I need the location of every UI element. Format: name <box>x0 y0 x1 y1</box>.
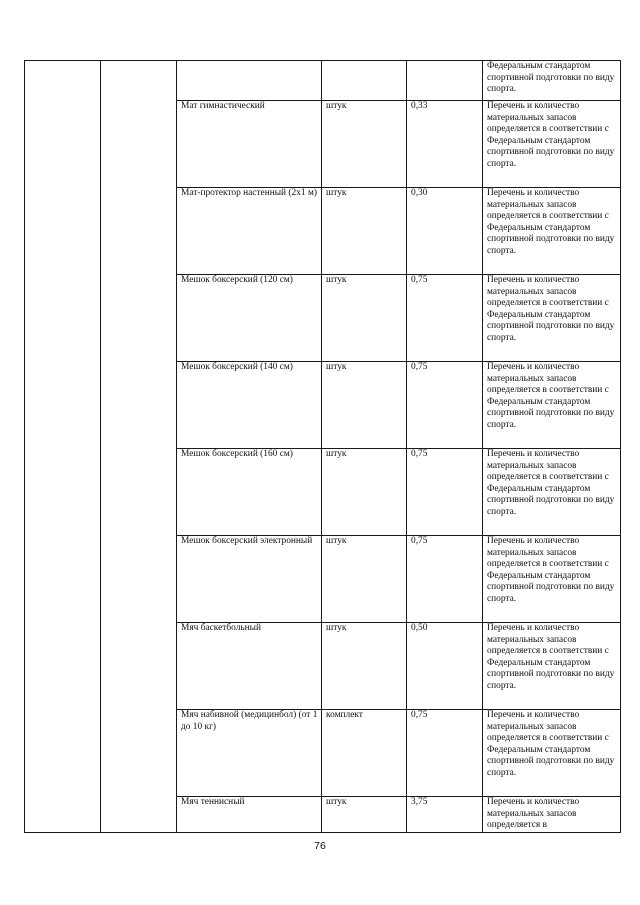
equipment-table <box>24 60 621 833</box>
qty-cell: 0,75 <box>407 362 483 449</box>
unit-cell: комплект <box>322 710 407 797</box>
unit-cell: штук <box>322 797 407 833</box>
note-cell: Перечень и количество материальных запасов определяется в соответствии с Федеральным стандартом спортивной подготовки по виду спорта. <box>483 710 621 797</box>
unit-cell: штук <box>322 623 407 710</box>
qty-cell: 0,75 <box>407 275 483 362</box>
name-cell: Мяч набивной (медицинбол) (от 1 до 10 кг) <box>177 710 322 797</box>
name-cell: Мяч теннисный <box>177 797 322 833</box>
note-cell: Перечень и количество материальных запасов определяется в соответствии с Федеральным стандартом спортивной подготовки по виду спорта. <box>483 101 621 188</box>
unit-cell: штук <box>322 188 407 275</box>
qty-cell: 0,50 <box>407 623 483 710</box>
qty-cell: 0,75 <box>407 710 483 797</box>
name-cell: Мешок боксерский (120 см) <box>177 275 322 362</box>
note-cell: Федеральным стандартом спортивной подготовки по виду спорта. <box>483 61 621 101</box>
merged-cell-col2 <box>101 61 177 833</box>
note-cell: Перечень и количество материальных запасов определяется в соответствии с Федеральным стандартом спортивной подготовки по виду спорта. <box>483 449 621 536</box>
merged-cell-col1 <box>25 61 101 833</box>
qty-cell: 0,75 <box>407 536 483 623</box>
unit-cell <box>322 61 407 101</box>
qty-cell: 3,75 <box>407 797 483 833</box>
unit-cell: штук <box>322 449 407 536</box>
unit-cell: штук <box>322 275 407 362</box>
note-cell: Перечень и количество материальных запасов определяется в <box>483 797 621 833</box>
note-cell: Перечень и количество материальных запасов определяется в соответствии с Федеральным стандартом спортивной подготовки по виду спорта. <box>483 362 621 449</box>
unit-cell: штук <box>322 362 407 449</box>
name-cell: Мат гимнастический <box>177 101 322 188</box>
unit-cell: штук <box>322 536 407 623</box>
name-cell <box>177 61 322 101</box>
name-cell: Мешок боксерский электронный <box>177 536 322 623</box>
qty-cell <box>407 61 483 101</box>
note-cell: Перечень и количество материальных запасов определяется в соответствии с Федеральным стандартом спортивной подготовки по виду спорта. <box>483 623 621 710</box>
qty-cell: 0,75 <box>407 449 483 536</box>
name-cell: Мешок боксерский (160 см) <box>177 449 322 536</box>
equipment-table-body <box>25 61 621 833</box>
page-number: 76 <box>314 840 326 852</box>
qty-cell: 0,33 <box>407 101 483 188</box>
note-cell: Перечень и количество материальных запасов определяется в соответствии с Федеральным стандартом спортивной подготовки по виду спорта. <box>483 188 621 275</box>
table-row-continued <box>25 61 621 101</box>
name-cell: Мат-протектор настенный (2х1 м) <box>177 188 322 275</box>
name-cell: Мяч баскетбольный <box>177 623 322 710</box>
note-cell: Перечень и количество материальных запасов определяется в соответствии с Федеральным стандартом спортивной подготовки по виду спорта. <box>483 275 621 362</box>
name-cell: Мешок боксерский (140 см) <box>177 362 322 449</box>
unit-cell: штук <box>322 101 407 188</box>
note-cell: Перечень и количество материальных запасов определяется в соответствии с Федеральным стандартом спортивной подготовки по виду спорта. <box>483 536 621 623</box>
qty-cell: 0,30 <box>407 188 483 275</box>
